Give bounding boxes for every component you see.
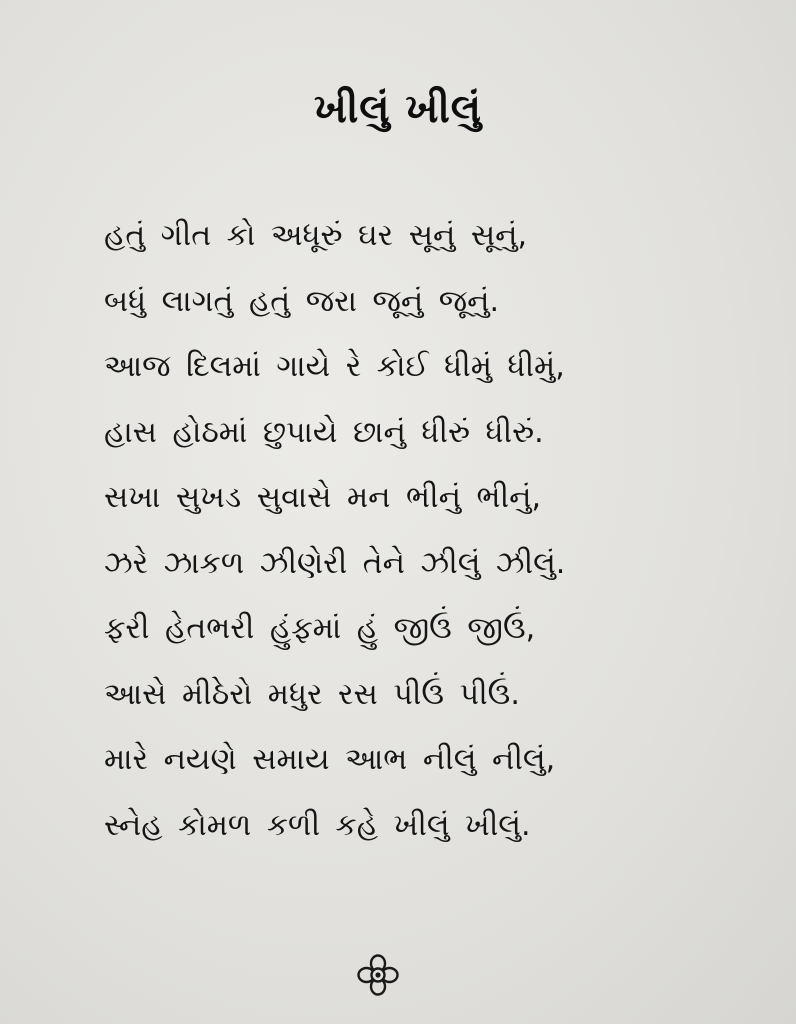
poem-line: ઝરે ઝાકળ ઝીણેરી તેને ઝીલું ઝીલું. bbox=[104, 545, 566, 581]
poem-line: બધું લાગતું હતું જરા જૂનું જૂનું. bbox=[104, 283, 500, 319]
poem-line: આસે મીઠેરો મધુર રસ પીઉં પીઉં. bbox=[104, 676, 520, 712]
poem-line: સખા સુખડ સુવાસે મન ભીનું ભીનું, bbox=[104, 480, 541, 515]
poem-line: સ્નેહ કોમળ કળી કહે ખીલું ખીલું. bbox=[104, 807, 531, 843]
poem-title: ખીલું ખીલું bbox=[313, 86, 483, 132]
poem-line: હાસ હોઠમાં છુપાયે છાનું ધીરું ધીરું. bbox=[104, 414, 544, 450]
flower-ornament-icon bbox=[356, 953, 400, 997]
poem-stanza bbox=[104, 203, 744, 858]
poem-line: હતું ગીત કો અધૂરું ઘર સૂનું સૂનું, bbox=[104, 218, 528, 253]
poem-line: આજ દિલમાં ગાયે રે કોઈ ધીમું ધીમું, bbox=[104, 349, 565, 384]
poem-line: ફરી હેતભરી હુંફમાં હું જીઉં જીઉં, bbox=[104, 611, 536, 646]
poem-line: મારે નયણે સમાય આભ નીલું નીલું, bbox=[104, 742, 556, 777]
